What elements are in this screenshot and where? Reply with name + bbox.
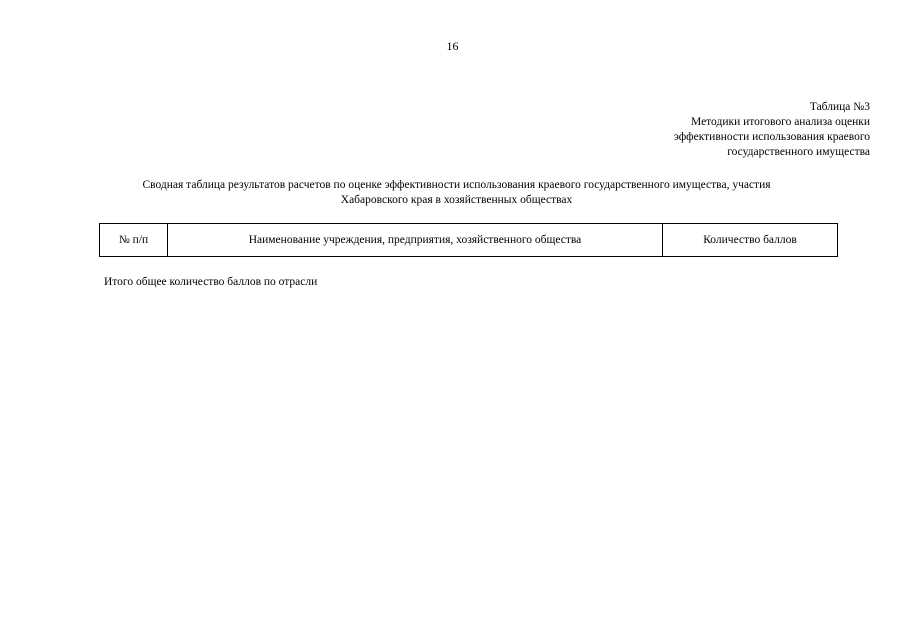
annex-line-efficiency: эффективности использования краевого [673,131,870,143]
header-organization-name: Наименование учреждения, предприятия, хозяйственного общества [168,224,663,257]
page-number: 16 [446,39,459,53]
document-title [30,178,883,208]
total-score-label: Итого общее количество баллов по отрасли [104,276,318,288]
annex-line-methodology: Методики итогового анализа оценки [691,116,870,128]
header-number: № п/п [100,224,168,257]
annex-line-property: государственного имущества [727,146,870,158]
header-score: Количество баллов [663,224,838,257]
annex-reference [674,100,870,160]
table-header-row [100,224,838,257]
annex-line-table-number: Таблица №3 [809,101,870,113]
title-line-2: Хабаровского края в хозяйственных обществах [340,194,573,206]
summary-table [99,223,838,257]
title-line-1: Сводная таблица результатов расчетов по оценке эффективности использования краевого государственного имущества, участия [142,179,771,191]
